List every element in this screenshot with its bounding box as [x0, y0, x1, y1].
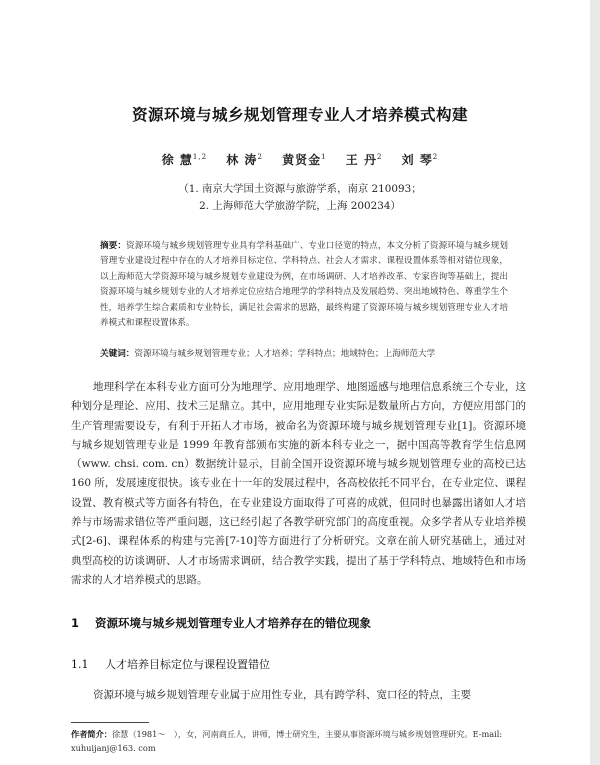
keywords-text: 资源环境与城乡规划管理专业；人才培养；学科特点；地域特色；上海师范大学 — [134, 349, 436, 359]
author-name: 黄贤金 — [282, 153, 322, 167]
abstract — [100, 239, 508, 331]
author — [162, 151, 207, 168]
author — [346, 151, 383, 168]
author-name: 林 涛 — [226, 153, 258, 167]
affiliation-1: （1. 南京大学国土资源与旅游学系，南京 210093； — [178, 183, 422, 195]
abstract-label: 摘要： — [100, 241, 127, 251]
paper-title: 资源环境与城乡规划管理专业人才培养模式构建 — [131, 106, 468, 124]
footnote-label: 作者简介： — [71, 729, 112, 739]
subsection-heading-1-1 — [71, 656, 526, 672]
author-affiliation-mark: 2 — [432, 153, 439, 161]
author-affiliation-mark: 2 — [376, 153, 383, 161]
author-affiliation-mark: 2 — [257, 153, 263, 161]
section-heading-1 — [71, 615, 526, 631]
author-name: 徐 慧 — [161, 153, 193, 167]
keywords-label: 关键词： — [100, 349, 135, 359]
footnote-text: 徐慧（1981～ ），女，河南商丘人，讲师，博士研究生，主要从事资源环境与城乡规划管理研究。E-mail: xuhuijanj@163. com — [71, 729, 503, 753]
subsection-number: 1.1 — [71, 658, 89, 671]
subsection-title: 人才培养目标定位与课程设置错位 — [105, 658, 270, 671]
author-affiliation-mark: 1 — [321, 153, 327, 161]
introduction-paragraph: 地理科学在本科专业方面可分为地理学、应用地理学、地图遥感与地理信息系统三个专业，这种划分是理论、应用、技术三足鼎立。其中，应用地理专业实际是数量所占方向，方便应用部门的生产管理需要设专，有利于开拓人才市场，被命名为资源环境与城乡规划管理专业[1]。资源环境与城乡规划管理专业是 1999 年教育部颁布实施的新本科专业之一，据中国高等教育学生信息网（www. chsi. com. cn）数据统计显示，目前全国开设资源环境与城乡规划管理专业的高校已达 160 所，发展速度很快。该专业在十一年的发展过程中，各高校依托不同平台，在专业定位、课程设置、教育模式等方面各有特色，在专业建设方面取得了可喜的成就，但同时也暴露出诸如人才培养与市场需求错位等严重问题，这已经引起了各教学研究部门的高度重视。众多学者从专业培养模式[2-6]、课程体系的构建与完善[7-10]等方面进行了分析研究。文章在前人研究基础上，通过对典型高校的访谈调研、人才市场需求调研，结合教学实践，提出了基于学科特点、地域特色和市场需求的人才培养模式的思路。 — [71, 381, 526, 586]
author-footnote — [71, 727, 526, 755]
section-title: 资源环境与城乡规划管理专业人才培养存在的错位现象 — [95, 616, 371, 630]
section-number: 1 — [71, 616, 80, 630]
author — [282, 151, 326, 168]
author-name: 刘 琴 — [401, 153, 433, 167]
author-list — [0, 151, 600, 168]
author-affiliation-mark: 1,2 — [192, 153, 208, 161]
footnote-divider — [71, 722, 149, 723]
keywords — [100, 347, 508, 362]
author-name: 王 丹 — [345, 153, 377, 167]
section-paragraph: 资源环境与城乡规划管理专业属于应用性专业，具有跨学科、宽口径的特点，主要 — [93, 689, 472, 701]
abstract-text: 资源环境与城乡规划管理专业具有学科基础广、专业口径宽的特点，本文分析了资源环境与城乡规划管理专业建设过程中存在的人才培养目标定位、学科特点、社会人才需求、课程设置体系等相对错位现象，以上海师范大学资源环境与城乡规划专业建设为例，在市场调研、人才培养改革、专家咨询等基础上，提出资源环境与城乡规划专业的人才培养定位应结合地理学的学科特点及发展趋势、突出地域特色、尊重学生个性，培养学生综合素质和专业特长，满足社会需求的思路，最终构建了资源环境与城乡规划管理专业人才培养模式和课程设置体系。 — [100, 241, 508, 329]
affiliation-2: 2. 上海师范大学旅游学院，上海 200234） — [199, 200, 401, 212]
author — [402, 151, 439, 168]
author — [226, 151, 263, 168]
